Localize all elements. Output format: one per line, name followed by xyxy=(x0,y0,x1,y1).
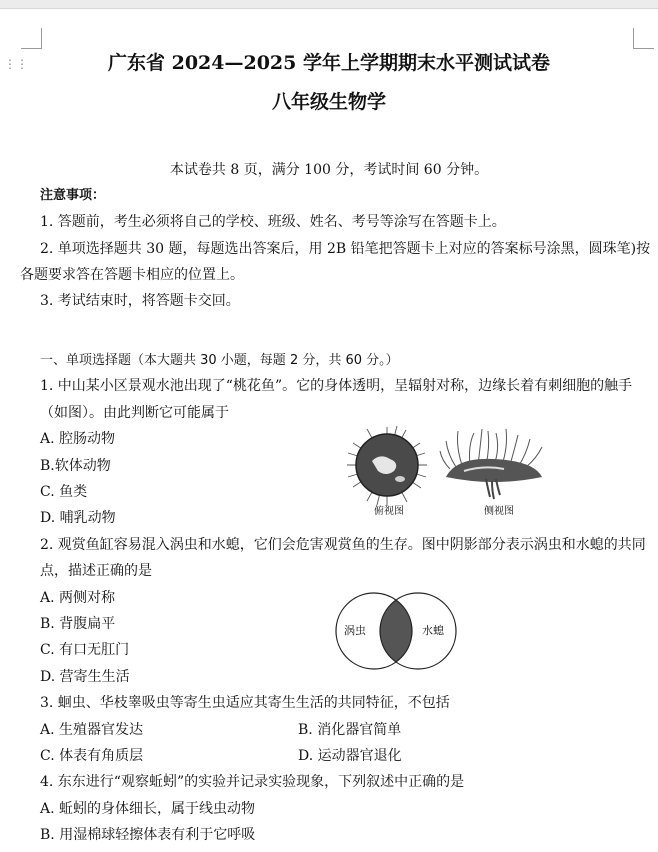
q2-option-a: A. 两侧对称 xyxy=(40,590,116,606)
jellyfish-top-view xyxy=(347,426,427,506)
q4-stem: 4. 东东进行“观察蚯蚓”的实验并记录实验现象，下列叙述中正确的是 xyxy=(40,774,465,790)
jellyfish-side-view xyxy=(440,429,542,499)
exam-title: 广东省 2024—2025 学年上学期期末水平测试试卷 xyxy=(108,52,550,74)
page-corner-mark-left xyxy=(21,28,42,49)
notice-item-2: 2. 单项选择题共 30 题，每题选出答案后，用 2B 铅笔把答题卡上对应的答案标号涂黑，圆珠笔)按 xyxy=(40,241,651,257)
q3-stem: 3. 蛔虫、华枝睾吸虫等寄生虫适应其寄生生活的共同特征，不包括 xyxy=(40,695,450,711)
q2-option-d: D. 营寄生生活 xyxy=(40,669,130,685)
q4-option-b: B. 用湿棉球轻擦体表有利于它呼吸 xyxy=(40,827,256,843)
venn-label-right: 水螅 xyxy=(422,624,444,637)
drag-handle-icon[interactable]: ⋮⋮ xyxy=(4,57,28,71)
page-corner-mark-right xyxy=(633,28,654,49)
q3-option-b: B. 消化器官简单 xyxy=(298,722,402,738)
q3-option-c: C. 体表有角质层 xyxy=(40,748,144,764)
notice-item-1: 1. 答题前，考生必须将自己的学校、班级、姓名、考号等涂写在答题卡上。 xyxy=(40,214,506,230)
jellyfish-figure xyxy=(344,425,554,525)
venn-diagram xyxy=(330,590,462,672)
q1-option-a: A. 腔肠动物 xyxy=(40,431,116,447)
fig1-label-top-view: 俯视图 xyxy=(374,506,404,517)
q1-option-d: D. 哺乳动物 xyxy=(40,510,116,526)
venn-label-left: 涡虫 xyxy=(344,624,366,637)
q2-option-b: B. 背腹扁平 xyxy=(40,616,116,632)
q4-option-a: A. 蚯蚓的身体细长，属于线虫动物 xyxy=(40,801,256,817)
q1-stem-line1: 1. 中山某小区景观水池出现了“桃花鱼”。它的身体透明，呈辐射对称，边缘长着有刺细胞的触手 xyxy=(40,378,633,394)
exam-subtitle: 八年级生物学 xyxy=(271,91,386,113)
q2-stem-line2: 点，描述正确的是 xyxy=(40,563,152,579)
q1-option-b: B.软体动物 xyxy=(40,458,111,474)
q3-option-d: D. 运动器官退化 xyxy=(298,748,402,764)
notice-item-2-cont: 各题要求答在答题卡相应的位置上。 xyxy=(20,267,244,283)
section-heading: 一、单项选择题（本大题共 30 小题，每题 2 分，共 60 分。） xyxy=(40,353,399,368)
q1-option-c: C. 鱼类 xyxy=(40,484,88,500)
q2-option-c: C. 有口无肛门 xyxy=(40,642,130,658)
q3-option-a: A. 生殖器官发达 xyxy=(40,722,144,738)
fig1-label-side-view: 侧视图 xyxy=(484,506,514,517)
window-top-bar xyxy=(0,0,658,9)
q1-stem-line2: （如图）。由此判断它可能属于 xyxy=(40,405,229,421)
exam-info: 本试卷共 8 页，满分 100 分，考试时间 60 分钟。 xyxy=(169,162,489,178)
notice-item-3: 3. 考试结束时，将答题卡交回。 xyxy=(40,293,240,309)
q2-stem-line1: 2. 观赏鱼缸容易混入涡虫和水螅，它们会危害观赏鱼的生存。图中阴影部分表示涡虫和水螅的共同 xyxy=(40,537,646,553)
notice-heading: 注意事项： xyxy=(40,188,106,203)
